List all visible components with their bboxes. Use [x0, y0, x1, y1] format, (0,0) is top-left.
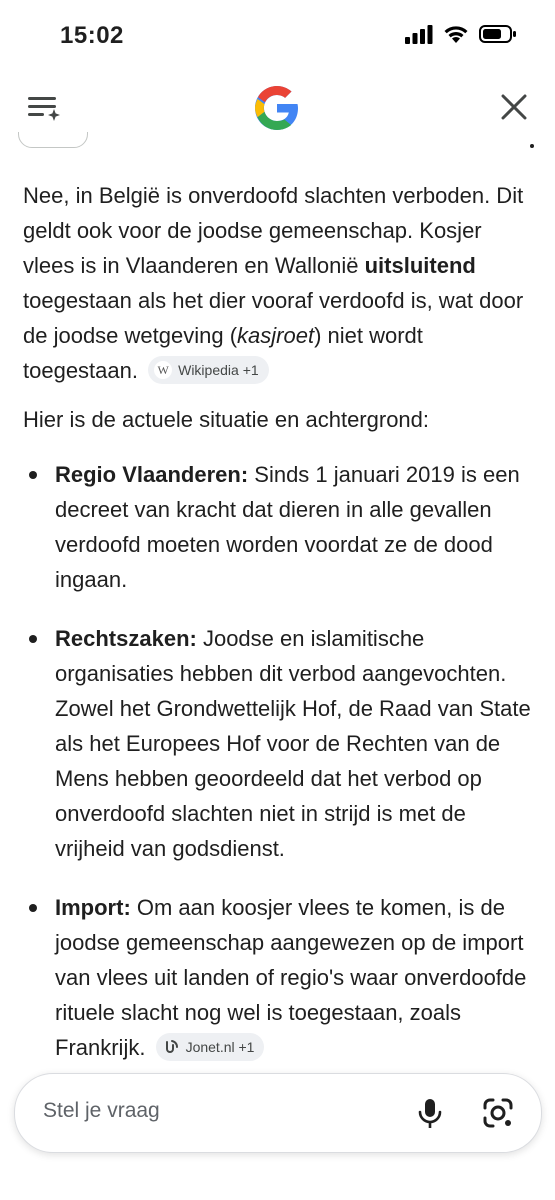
- list-item-text: Joodse en islamitische organisaties hebben dit verbod aangevochten. Zowel het Grondwettelijk Hof, de Raad van State als het Europees Hof voor de Rechten van de Mens hebben geoordeeld dat het verbod op onverdoofd slachten niet in strijd is met de vrijheid van godsdienst.: [55, 626, 531, 861]
- scrolled-sources-row: [18, 132, 538, 154]
- answer-text: Nee, in België is onverdoofd slachten verboden. Dit geldt ook voor de joodse gemeenschap. Kosjer vlees is in Vlaanderen en Wallonië: [23, 183, 524, 278]
- google-lens-icon: [481, 1096, 515, 1130]
- status-icons: [405, 24, 517, 44]
- ask-input-bar[interactable]: [14, 1073, 542, 1153]
- more-options-dot[interactable]: [530, 144, 534, 148]
- answer-italic-text: kasjroet: [237, 323, 315, 348]
- answer-paragraph-2: Hier is de actuele situatie en achtergrond:: [23, 407, 430, 432]
- list-item-text: Om aan koosjer vlees te komen, is de joodse gemeenschap aangewezen op de import van vlees uit landen of regio's waar onverdoofde rituele slacht nog wel is toegestaan, zoals Frankrijk.: [55, 895, 527, 1060]
- close-button[interactable]: [497, 90, 531, 124]
- ask-input-placeholder[interactable]: Stel je vraag: [43, 1099, 160, 1122]
- list-item: [23, 457, 533, 597]
- answer-bold-text: uitsluitend: [364, 253, 476, 278]
- lens-search-button[interactable]: [481, 1096, 515, 1130]
- menu-sparkle-icon: [24, 88, 64, 128]
- list-item: [23, 621, 533, 866]
- close-icon: [497, 90, 531, 124]
- answer-text: toegestaan als het dier vooraf verdoofd is, wat door de joodse wetgeving (: [23, 288, 524, 348]
- list-item-title: Regio Vlaanderen:: [55, 462, 249, 487]
- citation-chip-wikipedia[interactable]: [148, 356, 269, 384]
- menu-button[interactable]: [24, 88, 64, 128]
- bullet-dot: [29, 904, 37, 912]
- google-g-logo-icon: [253, 84, 301, 132]
- wikipedia-icon: W: [154, 361, 172, 379]
- cellular-signal-icon: [405, 24, 433, 44]
- citation-label: Jonet.nl +1: [185, 1039, 255, 1056]
- citation-chip-jonet[interactable]: [156, 1033, 265, 1061]
- answer-paragraph-1: [23, 178, 533, 388]
- answer-bullet-list: [23, 457, 533, 1065]
- jonet-icon: [162, 1038, 180, 1056]
- status-time: 15:02: [60, 22, 124, 49]
- list-item-title: Rechtszaken:: [55, 626, 197, 651]
- bullet-dot: [29, 635, 37, 643]
- answer-text: ) niet wordt toegestaan.: [23, 323, 423, 383]
- status-bar: [0, 0, 555, 72]
- bullet-dot: [29, 471, 37, 479]
- list-item: [23, 890, 533, 1065]
- microphone-icon: [413, 1096, 447, 1130]
- list-item-text: Sinds 1 januari 2019 is een decreet van kracht dat dieren in alle gevallen verdoofd moeten worden voordat ze de dood ingaan.: [55, 462, 520, 592]
- voice-search-button[interactable]: [413, 1096, 447, 1130]
- battery-icon: [479, 24, 517, 44]
- ai-answer: [23, 178, 533, 1089]
- source-chip-partial[interactable]: [18, 132, 88, 148]
- google-logo: [253, 84, 301, 132]
- wifi-icon: [443, 24, 469, 44]
- citation-label: Wikipedia +1: [178, 362, 259, 379]
- list-item-title: Import:: [55, 895, 131, 920]
